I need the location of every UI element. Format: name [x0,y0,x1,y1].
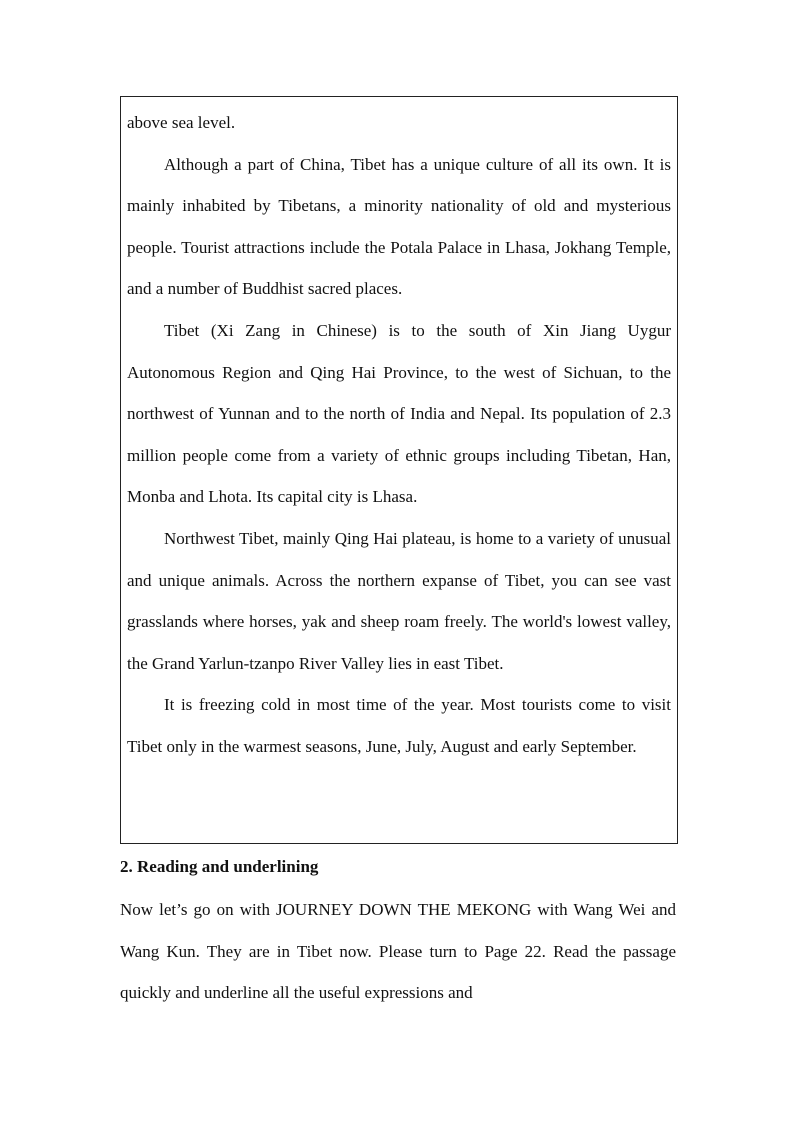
box-paragraph-5: It is freezing cold in most time of the year. Most tourists come to visit Tibet only in the warmest seasons, June, July, August and early September. [127,695,671,756]
box-paragraph-2: Although a part of China, Tibet has a unique culture of all its own. It is mainly inhabited by Tibetans, a minority nationality of old and mysterious people. Tourist attractions include the Potala Palace in Lhasa, Jokhang Temple, and a number of Buddhist sacred places. [127,154,671,299]
box-paragraph-1: above sea level. [127,113,236,132]
section-body-paragraph: Now let’s go on with JOURNEY DOWN THE MEKONG with Wang Wei and Wang Kun. They are in Tibet now. Please turn to Page 22. Read the passage quickly and underline all the useful expressions and [120,900,676,1002]
box-paragraph-4: Northwest Tibet, mainly Qing Hai plateau, is home to a variety of unusual and unique animals. Across the northern expanse of Tibet, you can see vast grasslands where horses, yak and sheep roam freely. The world's lowest valley, the Grand Yarlun-tzanpo River Valley lies in east Tibet. [127,528,671,673]
section-heading: 2. Reading and underlining [120,857,319,876]
box-paragraph-3: Tibet (Xi Zang in Chinese) is to the south of Xin Jiang Uygur Autonomous Region and Qing Hai Province, to the west of Sichuan, to the northwest of Yunnan and to the north of India and Nepal. Its population of 2.3 million people come from a variety of ethnic groups including Tibetan, Han, Monba and Lhota. Its capital city is Lhasa. [127,320,671,507]
tibet-text-box [120,96,678,844]
